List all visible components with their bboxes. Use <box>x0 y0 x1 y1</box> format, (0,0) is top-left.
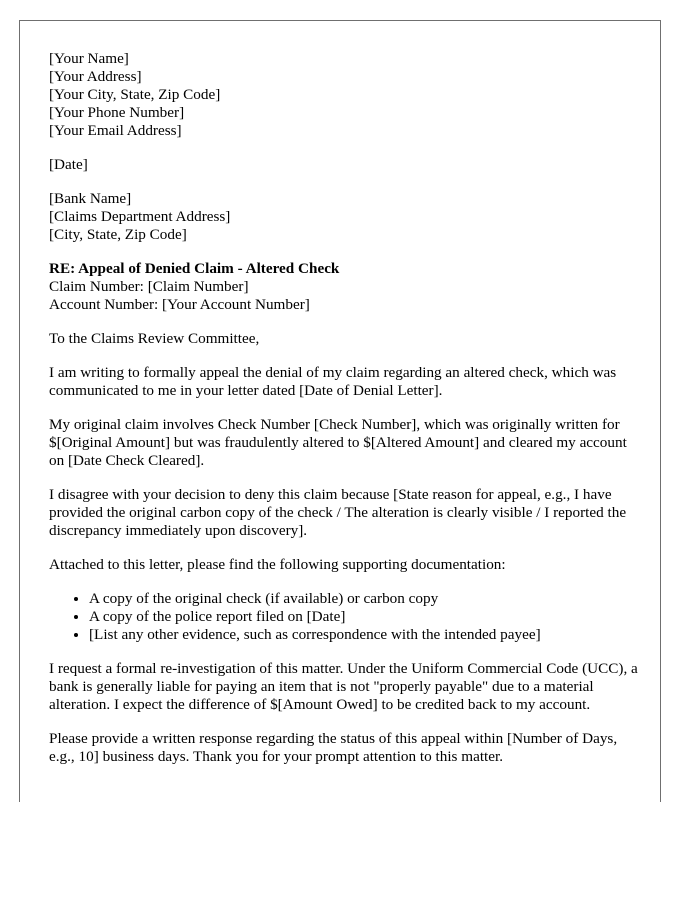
salutation: To the Claims Review Committee, <box>49 330 260 347</box>
sender-name: [Your Name] <box>49 50 129 67</box>
letter-body <box>49 50 639 782</box>
attachments-list <box>49 590 639 644</box>
date-block <box>49 156 639 174</box>
paragraph-denial-reference: I am writing to formally appeal the denial of my claim regarding an altered check, which was communicated to me in your letter dated [Date of Denial Letter]. <box>49 364 617 399</box>
sender-email: [Your Email Address] <box>49 122 182 139</box>
account-number-line: Account Number: [Your Account Number] <box>49 296 310 313</box>
letter-page <box>19 20 661 802</box>
recipient-department-address: [Claims Department Address] <box>49 208 231 225</box>
claim-number-line: Claim Number: [Claim Number] <box>49 278 249 295</box>
paragraph-original-claim: My original claim involves Check Number [Check Number], which was originally written for $[Original Amount] but was fraudulently altered to $[Altered Amount] and cleared my account on [Date Check Cleared]. <box>49 416 627 469</box>
sender-city-state-zip: [Your City, State, Zip Code] <box>49 86 221 103</box>
sender-block <box>49 50 639 140</box>
paragraph-attachments-intro: Attached to this letter, please find the following supporting documentation: <box>49 556 506 573</box>
recipient-city-state-zip: [City, State, Zip Code] <box>49 226 187 243</box>
paragraph-appeal-reason: I disagree with your decision to deny this claim because [State reason for appeal, e.g., I have provided the original carbon copy of the check / The alteration is clearly visible / I reported the discrepancy immediately upon discovery]. <box>49 486 627 539</box>
recipient-block <box>49 190 639 244</box>
attachment-item: • [List any other evidence, such as correspondence with the intended payee] <box>89 626 639 644</box>
paragraph-reinvestigation-request: I request a formal re-investigation of this matter. Under the Uniform Commercial Code (UCC), a bank is generally liable for paying an item that is not "properly payable" due to a material alteration. I expect the difference of $[Amount Owed] to be credited back to my account. <box>49 660 638 713</box>
subject-re-line: RE: Appeal of Denied Claim - Altered Check <box>49 260 340 277</box>
sender-address: [Your Address] <box>49 68 142 85</box>
subject-block <box>49 260 639 314</box>
sender-phone: [Your Phone Number] <box>49 104 185 121</box>
paragraph-response-request: Please provide a written response regarding the status of this appeal within [Number of Days, e.g., 10] business days. Thank you for your prompt attention to this matter. <box>49 730 618 765</box>
attachment-item: • A copy of the police report filed on [Date] <box>89 608 639 626</box>
letter-date: [Date] <box>49 156 88 173</box>
attachment-item: • A copy of the original check (if available) or carbon copy <box>89 590 639 608</box>
recipient-bank-name: [Bank Name] <box>49 190 132 207</box>
